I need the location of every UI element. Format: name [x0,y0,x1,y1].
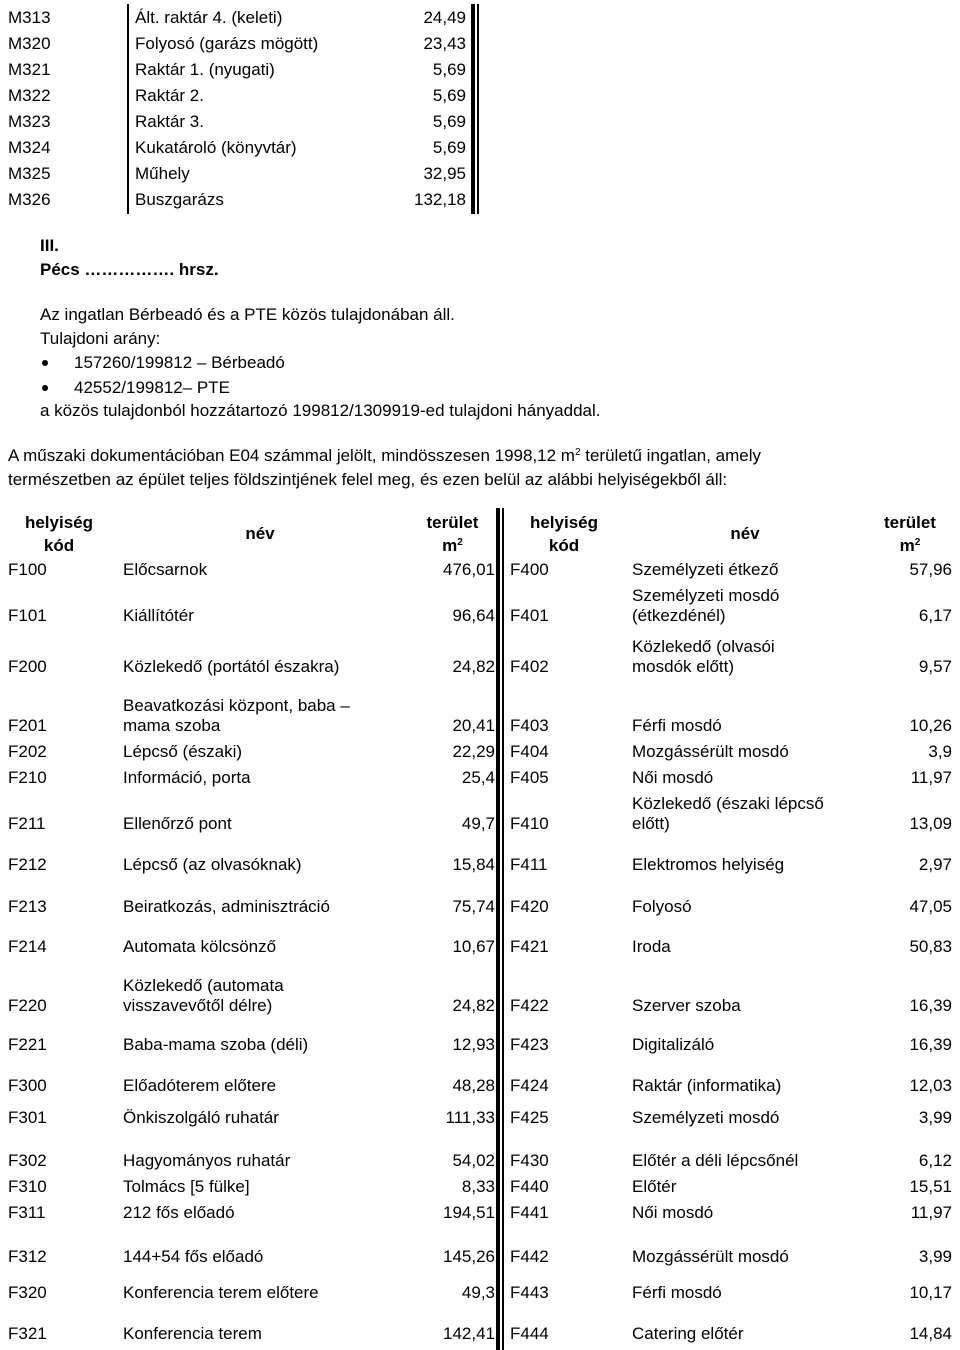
room-name: Iroda [632,937,671,956]
room-code: F210 [8,768,47,787]
room-code: M322 [8,86,51,105]
room-code: F440 [510,1177,549,1196]
room-name: Szerver szoba [632,996,741,1015]
room-name: 144+54 fős előadó [123,1247,264,1266]
room-area: 10,17 [909,1283,952,1302]
room-code: F101 [8,606,47,625]
room-name: Mozgássérült mosdó [632,742,789,761]
room-code: F312 [8,1247,47,1266]
room-code: M320 [8,34,51,53]
room-name: Elektromos helyiség [632,855,785,874]
room-name: Hagyományos ruhatár [123,1151,291,1170]
room-name: Automata kölcsönző [123,937,277,956]
top-table-right-border [471,4,475,214]
room-name: Mozgássérült mosdó [632,1247,789,1266]
room-code: F100 [8,560,47,579]
top-table-right-border [477,4,479,214]
room-area: 6,12 [918,1151,952,1170]
room-name: visszavevőtől délre) [123,996,273,1015]
room-area: 5,69 [432,138,466,157]
room-code: F410 [510,814,549,833]
room-area: 50,83 [909,937,952,956]
room-name: Buszgarázs [135,190,224,209]
room-code: F405 [510,768,549,787]
room-code: M325 [8,164,51,183]
room-code: F214 [8,937,47,956]
room-code: F404 [510,742,549,761]
room-area: 16,39 [909,996,952,1015]
room-name: mama szoba [123,716,221,735]
section-number: III. [40,236,59,255]
room-area: 96,64 [452,606,495,625]
room-name: Személyzeti mosdó [632,1108,780,1127]
room-name: Raktár 1. (nyugati) [135,60,275,79]
room-name: Folyosó (garázs mögött) [135,34,319,53]
room-area: 24,82 [452,657,495,676]
room-name: Személyzeti mosdó [632,586,780,605]
room-name: Konferencia terem [123,1324,262,1343]
room-name: Raktár (informatika) [632,1076,782,1095]
room-area: 9,57 [918,657,952,676]
room-code: F310 [8,1177,47,1196]
room-code: F423 [510,1035,549,1054]
room-area: 32,95 [423,164,466,183]
room-code: F424 [510,1076,549,1095]
room-area: 10,67 [452,937,495,956]
room-area: 145,26 [443,1247,495,1266]
room-area: 3,99 [918,1247,952,1266]
room-area: 194,51 [443,1203,495,1222]
room-code: F442 [510,1247,549,1266]
top-table-col-divider [127,4,129,214]
room-area: 14,84 [909,1324,952,1343]
room-area: 111,33 [445,1108,495,1127]
room-code: F411 [510,855,548,874]
room-area: 13,09 [909,814,952,833]
room-code: F444 [510,1324,549,1343]
room-area: 20,41 [452,716,495,735]
room-code: F213 [8,897,47,916]
room-code: F402 [510,657,549,676]
list-item: 42552/199812– PTE [74,378,230,397]
room-name: Beavatkozási központ, baba – [123,696,350,715]
room-area: 2,97 [918,855,952,874]
room-area: 12,93 [452,1035,495,1054]
room-code: F211 [8,814,46,833]
room-code: M313 [8,8,51,27]
room-name: Közlekedő (olvasói [632,637,775,656]
header-area: $m^2$ [442,536,463,555]
property-description [8,446,761,466]
room-name: Kiállítótér [123,606,194,625]
room-name: Raktár 3. [135,112,204,131]
room-code: F422 [510,996,549,1015]
room-name: Baba-mama szoba (déli) [123,1035,309,1054]
table-center-divider [496,508,500,1350]
room-name: Előcsarnok [123,560,208,579]
header-room-code: helyiség [529,513,599,532]
room-area: 57,96 [909,560,952,579]
room-name: Női mosdó [632,768,714,787]
room-area: 132,18 [414,190,466,209]
room-code: F212 [8,855,47,874]
header-room-code: helyiség [24,513,94,532]
room-area: 476,01 [443,560,495,579]
room-name: Digitalizáló [632,1035,715,1054]
room-code: F220 [8,996,47,1015]
room-name: Beiratkozás, adminisztráció [123,897,330,916]
room-area: 23,43 [423,34,466,53]
room-name: Információ, porta [123,768,251,787]
room-code: F400 [510,560,549,579]
room-area: 3,99 [918,1108,952,1127]
room-name: Lépcső (az olvasóknak) [123,855,302,874]
room-name: Előtér a déli lépcsőnél [632,1151,799,1170]
room-area: 8,33 [461,1177,495,1196]
room-code: F320 [8,1283,47,1302]
room-area: 75,74 [452,897,495,916]
property-location: Pécs ……………. hrsz. [40,260,219,279]
room-area: 5,69 [432,112,466,131]
room-name: Raktár 2. [135,86,204,105]
room-area: 12,03 [909,1076,952,1095]
room-area: 142,41 [443,1324,495,1343]
description-text: területű ingatlan, amely [580,446,762,465]
header-area: terület [884,513,936,532]
room-name: Előtér [632,1177,677,1196]
list-item: 157260/199812 – Bérbeadó [74,353,285,372]
room-name: Férfi mosdó [632,716,722,735]
room-area: 16,39 [909,1035,952,1054]
room-code: F321 [8,1324,47,1343]
bullet-icon [42,360,48,366]
room-code: M323 [8,112,51,131]
property-description: természetben az épület teljes földszintjének felel meg, és ezen belül az alábbi helyiségekből áll: [8,470,728,489]
room-code: F300 [8,1076,47,1095]
room-area: 49,7 [461,814,495,833]
room-code: F311 [8,1203,46,1222]
room-area: 47,05 [909,897,952,916]
room-name: Személyzeti étkező [632,560,779,579]
room-area: 5,69 [432,86,466,105]
header-room-name: név [730,524,760,543]
room-name: (étkezdénél) [632,606,726,625]
room-code: F421 [510,937,549,956]
room-name: Önkiszolgáló ruhatár [123,1108,279,1127]
room-name: Férfi mosdó [632,1283,722,1302]
ownership-ratio-label: Tulajdoni arány: [40,329,161,348]
room-name: Folyosó [632,897,692,916]
room-name: Közlekedő (automata [123,976,284,995]
room-area: 22,29 [452,742,495,761]
room-code: M326 [8,190,51,209]
room-name: Ált. raktár 4. (keleti) [135,8,283,27]
description-text: A műszaki dokumentációban E04 számmal jelölt, mindösszesen 1998,12 m [8,446,575,465]
room-name: Műhely [135,164,190,183]
header-room-code: kód [43,536,75,555]
room-code: F202 [8,742,47,761]
room-code: F430 [510,1151,549,1170]
header-area: terület [426,513,479,532]
room-area: 6,17 [918,606,952,625]
room-name: Konferencia terem előtere [123,1283,319,1302]
room-area: 15,51 [909,1177,952,1196]
header-room-code: kód [548,536,580,555]
room-name: Kukatároló (könyvtár) [135,138,297,157]
room-code: F201 [8,716,47,735]
room-name: Ellenőrző pont [123,814,232,833]
room-area: 25,4 [461,768,495,787]
room-code: F221 [8,1035,47,1054]
ownership-share-statement: a közös tulajdonból hozzátartozó 199812/1309919-ed tulajdoni hányaddal. [40,401,601,420]
room-area: 11,97 [910,768,952,787]
room-code: M324 [8,138,51,157]
room-code: F441 [510,1203,549,1222]
room-code: F403 [510,716,549,735]
room-area: 24,49 [423,8,466,27]
room-area: 48,28 [452,1076,495,1095]
bullet-icon [42,385,48,391]
room-name: Női mosdó [632,1203,714,1222]
header-room-name: név [245,524,275,543]
room-code: F443 [510,1283,549,1302]
room-code: F425 [510,1108,549,1127]
room-code: F302 [8,1151,47,1170]
room-name: Közlekedő (északi lépcső [632,794,824,813]
room-area: 10,26 [909,716,952,735]
room-name: mosdók előtt) [632,657,735,676]
room-area: 5,69 [432,60,466,79]
room-name: Catering előtér [632,1324,744,1343]
room-code: F200 [8,657,47,676]
room-name: 212 fős előadó [123,1203,235,1222]
room-name: Tolmács [5 fülke] [123,1177,250,1196]
header-area: $m^2$ [899,536,921,555]
room-name: előtt) [632,814,670,833]
room-area: 11,97 [910,1203,952,1222]
table-center-divider [502,508,504,1350]
room-code: F420 [510,897,549,916]
room-name: Közlekedő (portától északra) [123,657,340,676]
room-code: F401 [510,606,549,625]
room-area: 49,3 [461,1283,495,1302]
room-area: 3,9 [928,742,952,761]
room-name: Lépcső (északi) [123,742,243,761]
room-area: 54,02 [452,1151,495,1170]
room-area: 15,84 [452,855,495,874]
room-code: M321 [8,60,51,79]
room-name: Előadóterem előtere [123,1076,277,1095]
ownership-statement: Az ingatlan Bérbeadó és a PTE közös tulajdonában áll. [40,305,455,324]
superscript: 2 [574,447,581,458]
room-code: F301 [8,1108,47,1127]
room-area: 24,82 [452,996,495,1015]
